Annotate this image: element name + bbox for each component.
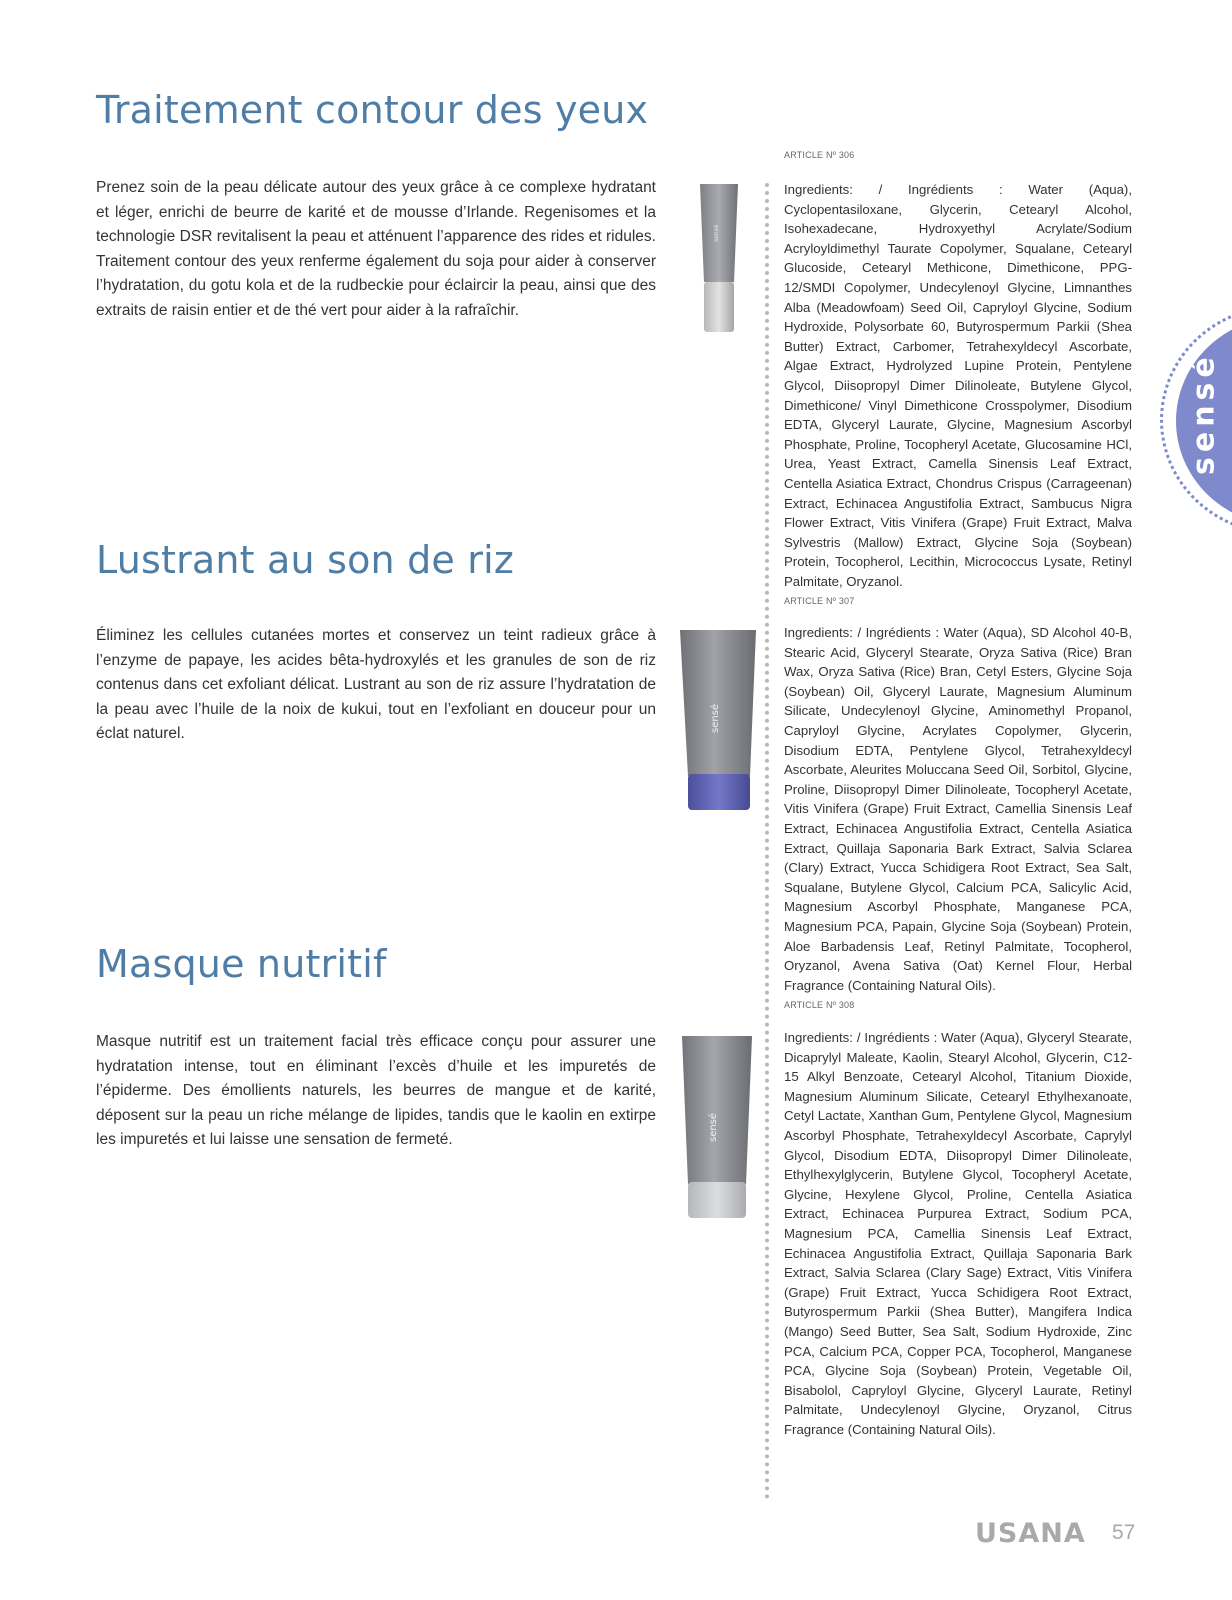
section-description-nutritive-mask: Masque nutritif est un traitement facial très efficace conçu pour assurer une hydratation intense, tout en éliminant l’excès d’huile et les impuretés de l’épiderme. Des émollients naturels, les beurres de mangue et de karité, déposent sur la peau un riche mélange de lipides, tandis que le kaolin en extirpe les impuretés et lui laisse une sensation de fermeté. — [96, 1033, 656, 1148]
ingredients-list-307: Ingredients: / Ingrédients : Water (Aqua), SD Alcohol 40-B, Stearic Acid, Glyceryl Stearate, Oryza Sativa (Rice) Bran Wax, Oryza Sativa (Rice) Bran, Cetyl Esters, Glycine Soja (Soybean) Oil, Glyceryl Laurate, Magnesium Aluminum Silicate, Undecylenoyl Glycine, Aminomethyl Propanol, Capryloyl Glycine, Acrylates Copolymer, Glycerin, Disodium EDTA, Pentylene Glycol, Tetrahexyldecyl Ascorbate, Aleurites Moluccana Seed Oil, Sorbitol, Glycine, Proline, Diisopropyl Dimer Dilinoleate, Tocopheryl Acetate, Vitis Vinifera (Grape) Fruit Extract, Camellia Sinensis Leaf Extract, Echinacea Angustifolia Extract, Centella Asiatica Extract, Quillaja Saponaria Bark Extract, Salvia Sclarea (Clary) Extract, Yucca Schidigera Root Extract, Sea Salt, Squalane, Butylene Glycol, Calcium PCA, Salicylic Acid, Magnesium Ascorbyl Phosphate, Manganese PCA, Magnesium PCA, Papain, Glycine Soja (Soybean) Protein, Aloe Barbadensis Leaf, Retinyl Palmitate, Tocopherol, Oryzanol, Avena Sativa (Oat) Kernel Flour, Herbal Fragrance (Containing Natural Oils). — [784, 625, 1132, 993]
section-title-rice-bran-polish: Lustrant au son de riz — [96, 538, 515, 582]
ingredients-list-308: Ingredients: / Ingrédients : Water (Aqua), Glyceryl Stearate, Dicaprylyl Maleate, Kaolin, Stearyl Alcohol, Glycerin, C12-15 Alkyl Benzoate, Cetearyl Alcohol, Titanium Dioxide, Magnesium Aluminum Silicate, Cetearyl Ethylhexanoate, Cetyl Lactate, Xanthan Gum, Pentylene Glycol, Magnesium Ascorbyl Phosphate, Tetrahexyldecyl Ascorbate, Caprylyl Glycol, Disodium EDTA, Diisopropyl Dimer Dilinoleate, Ethylhexylglycerin, Butylene Glycol, Tocopheryl Acetate, Glycine, Hexylene Glycol, Proline, Centella Asiatica Extract, Echinacea Purpurea Extract, Sodium PCA, Magnesium PCA, Camellia Sinensis Leaf Extract, Echinacea Angustifolia Extract, Quillaja Saponaria Bark Extract, Salvia Sclarea (Clary Sage) Extract, Vitis Vinifera (Grape) Fruit Extract, Yucca Schidigera Root Extract, Butyrospermum Parkii (Shea Butter), Mangifera Indica (Mango) Seed Butter, Sea Salt, Sodium Hydroxide, Zinc PCA, Calcium PCA, Copper PCA, Tocopherol, Manganese PCA, Glycine Soja (Soybean) Protein, Vegetable Oil, Bisabolol, Capryloyl Glycine, Glyceryl Laurate, Retinyl Palmitate, Undecylenoyl Glycine, Oryzanol, Citrus Fragrance (Containing Natural Oils). — [784, 1030, 1132, 1437]
column-divider — [765, 183, 769, 1500]
article-number-307: ARTICLE Nº 307 — [784, 596, 855, 606]
eye-cream-tube-image — [696, 182, 742, 334]
article-number-306: ARTICLE Nº 306 — [784, 150, 855, 160]
article-number-308: ARTICLE Nº 308 — [784, 1000, 855, 1010]
section-description-rice-bran-polish: Éliminez les cellules cutanées mortes et conservez un teint radieux grâce à l’enzyme de papaye, les acides bêta-hydroxylés et les granules de son de riz contenus dans cet exfoliant délicat. Lustrant au son de riz assure l’hydratation de la peau avec l’huile de la noix de kukui, tout en l’exfoliant en douceur pour un éclat naturel. — [96, 627, 656, 742]
side-tab-label: sensé — [1186, 352, 1222, 475]
nutritive-mask-tube-image — [680, 1034, 754, 1220]
page-number: 57 — [1112, 1521, 1136, 1544]
svg-text:sensé: sensé — [713, 224, 720, 242]
usana-logo: USANA — [975, 1518, 1086, 1549]
svg-text:sensé: sensé — [708, 1112, 719, 1142]
ingredients-list-306: Ingredients: / Ingrédients : Water (Aqua), Cyclopentasiloxane, Glycerin, Cetearyl Alcohol, Isohexadecane, Hydroxyethyl Acrylate/Sodium Acryloyldimethyl Taurate Copolymer, Squalane, Cetearyl Glucoside, Cetearyl Methicone, Dimethicone, PPG-12/SMDI Copolymer, Undecylenoyl Glycine, Limnanthes Alba (Meadowfoam) Seed Oil, Capryloyl Glycine, Sodium Hydroxide, Polysorbate 60, Butyrospermum Parkii (Shea Butter) Extract, Carbomer, Tetrahexyldecyl Ascorbate, Algae Extract, Hydrolyzed Lupine Protein, Pentylene Glycol, Diisopropyl Dimer Dilinoleate, Butylene Glycol, Dimethicone/ Vinyl Dimethicone Crosspolymer, Disodium EDTA, Glyceryl Laurate, Glycine, Magnesium Ascorbyl Phosphate, Proline, Tocopheryl Acetate, Glucosamine HCl, Urea, Yeast Extract, Camella Sinensis Leaf Extract, Centella Asiatica Extract, Chondrus Crispus (Carrageenan) Extract, Echinacea Angustifolia Extract, Sambucus Nigra Flower Extract, Vitis Vinifera (Grape) Fruit Extract, Malva Sylvestris (Mallow) Extract, Glycine Soja (Soybean) Protein, Tocopherol, Lecithin, Micrococcus Lysate, Retinyl Palmitate, Oryzanol. — [784, 182, 1132, 589]
svg-text:sensé: sensé — [710, 703, 721, 733]
section-title-nutritive-mask: Masque nutritif — [96, 942, 387, 986]
rice-bran-tube-image — [678, 628, 758, 812]
section-title-eye-treatment: Traitement contour des yeux — [96, 88, 649, 132]
section-description-eye-treatment: Prenez soin de la peau délicate autour des yeux grâce à ce complexe hydratant et léger, enrichi de beurre de karité et de mousse d’Irlande. Regenisomes et la technologie DSR revitalisent la peau et atténuent l’apparence des rides et ridules. Traitement contour des yeux renferme également du soja pour aider à conserver l’hydratation, du gotu kola et de la rudbeckie pour éclaircir la peau, ainsi que des extraits de raisin entier et de thé vert pour aider à la rafraîchir. — [96, 179, 656, 319]
